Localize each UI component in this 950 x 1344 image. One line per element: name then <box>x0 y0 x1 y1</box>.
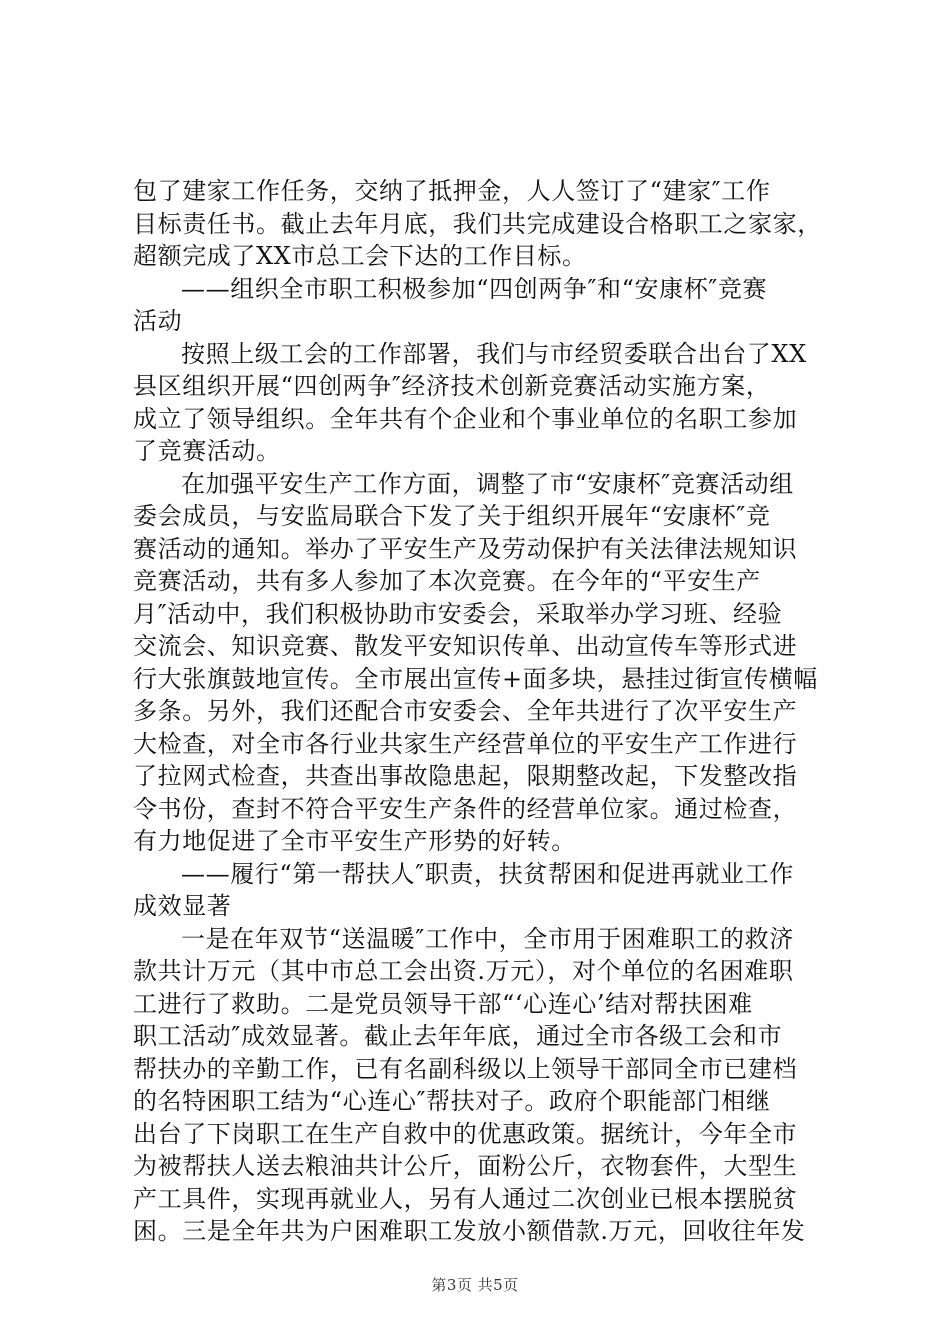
paragraph-start: 一是在年双节“送温暖″工作中，全市用于困难职工的救济 <box>181 924 794 953</box>
text-line: 令书份，查封不符合平安生产条件的经营单位家。通过检查， <box>133 794 798 823</box>
text-line: 了竞赛活动。 <box>133 437 281 465</box>
text-line: 了拉网式检查，共查出事故隐患起，限期整改起，下发整改指 <box>133 762 798 790</box>
page-number-footer: 第3页 共5页 <box>431 1276 519 1294</box>
text-line: 行大张旗鼓地宣传。全市展出宣传+面多块，悬挂过街宣传横幅 <box>133 664 818 693</box>
text-line: 职工活动″成效显著。截止去年年底，通过全市各级工会和市 <box>133 1022 783 1050</box>
section-heading: ——履行“第一帮扶人″职责，扶贫帮困和促进再就业工作 <box>181 859 794 888</box>
document-body <box>133 175 833 1248</box>
text-line: 委会成员，与安监局联合下发了关于组织开展年“安康杯″竞 <box>133 502 771 530</box>
text-line: 出台了下岗职工在生产自救中的优惠政策。据统计，今年全市 <box>133 1119 798 1148</box>
text-line: 交流会、知识竞赛、散发平安知识传单、出动宣传车等形式进 <box>133 632 798 660</box>
text-line: 县区组织开展“四创两争″经济技术创新竞赛活动实施方案， <box>133 372 771 400</box>
text-line: 竞赛活动，共有多人参加了本次竞赛。在今年的“平安生产 <box>133 567 761 595</box>
text-line: 款共计万元（其中市总工会出资.万元），对个单位的名困难职 <box>133 957 794 985</box>
text-line: 帮扶办的辛勤工作，已有名副科级以上领导干部同全市已建档 <box>133 1054 798 1083</box>
text-line: 超额完成了XX市总工会下达的工作目标。 <box>133 242 587 270</box>
text-line: 月″活动中，我们积极协助市安委会，采取举办学习班、经验 <box>133 599 783 628</box>
paragraph-start: 按照上级工会的工作部署，我们与市经贸委联合出台了XX <box>181 339 807 368</box>
text-line: 的名特困职工结为“心连心″帮扶对子。政府个职能部门相继 <box>133 1087 771 1115</box>
section-heading-continued: 活动 <box>133 307 183 335</box>
paragraph-start: 在加强平安生产工作方面，调整了市“安康杯″竞赛活动组 <box>181 469 794 498</box>
text-line: 包了建家工作任务，交纳了抵押金，人人签订了“建家″工作 <box>133 177 771 205</box>
text-line: 工进行了救助。二是党员领导干部“‘心连心’结对帮扶困难 <box>133 989 753 1018</box>
section-heading: ——组织全市职工积极参加“四创两争″和“安康杯″竞赛 <box>181 274 768 303</box>
text-line: 有力地促进了全市平安生产形势的好转。 <box>133 827 576 855</box>
text-line: 大检查，对全市各行业共家生产经营单位的平安生产工作进行 <box>133 729 798 758</box>
text-line: 成立了领导组织。全年共有个企业和个事业单位的名职工参加 <box>133 404 798 433</box>
text-line: 赛活动的通知。举办了平安生产及劳动保护有关法律法规知识 <box>133 534 798 563</box>
text-line: 多条。另外，我们还配合市安委会、全年共进行了次平安生产 <box>133 697 798 725</box>
section-heading-continued: 成效显著 <box>133 892 232 920</box>
text-line: 困。三是全年共为户困难职工发放小额借款.万元，回收往年发 <box>133 1217 806 1245</box>
text-line: 目标责任书。截止去年月底，我们共完成建设合格职工之家家， <box>133 209 822 238</box>
text-line: 为被帮扶人送去粮油共计公斤，面粉公斤，衣物套件，大型生 <box>133 1152 798 1180</box>
text-line: 产工具件，实现再就业人，另有人通过二次创业已根本摆脱贫 <box>133 1184 798 1213</box>
